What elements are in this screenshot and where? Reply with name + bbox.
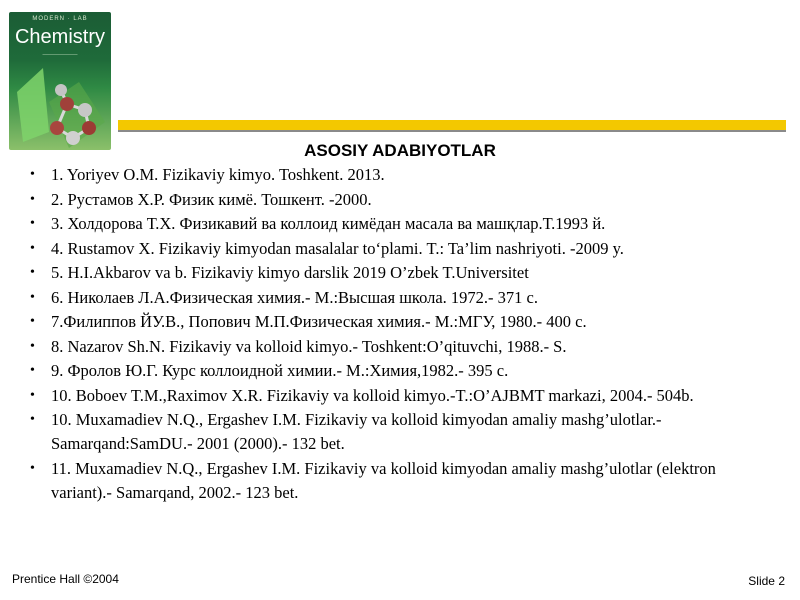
accent-bar (118, 120, 786, 130)
reference-item: • 10. Boboev T.M.,Raximov X.R. Fizikaviy va kolloid kimyo.-T.:O’AJBMT markazi, 2004.- 504b. (28, 384, 763, 408)
reference-item: • 7.Филиппов ЙУ.В., Попович М.П.Физическая химия.- М.:МГУ, 1980.- 400 с. (28, 310, 763, 334)
footer-copyright: Prentice Hall ©2004 (12, 572, 119, 586)
cover-subtitle: ——————— (42, 52, 78, 58)
book-cover-image (9, 12, 111, 150)
cover-title: Chemistry (14, 26, 105, 48)
reference-item: • 4. Rustamov X. Fizikaviy kimyodan masalalar to‘plami. T.: Ta’lim nashriyoti. -2009 y. (28, 237, 763, 261)
reference-item: • 2. Рустамов Х.Р. Физик кимё. Тошкент. -2000. (28, 188, 763, 212)
molecule-illustration (9, 62, 111, 150)
cover-top-text: MODERN · LAB (32, 16, 88, 22)
slide-number: Slide 2 (748, 574, 785, 588)
reference-item: • 11. Muxamadiev N.Q., Ergashev I.M. Fizikaviy va kolloid kimyodan amaliy mashg’ulotlar (elektron variant).- Samarqand, 2002.- 123 bet. (28, 457, 763, 505)
reference-list (28, 163, 763, 505)
reference-item: • 9. Фролов Ю.Г. Курс коллоидной химии.- М.:Химия,1982.- 395 с. (28, 359, 763, 383)
reference-item: • 1. Yoriyev O.M. Fizikaviy kimyo. Toshkent. 2013. (28, 163, 763, 187)
reference-item: • 5. H.I.Akbarov va b. Fizikaviy kimyo darslik 2019 O’zbek T.Universitet (28, 261, 763, 285)
reference-item: • 6. Николаев Л.А.Физическая химия.- М.:Высшая школа. 1972.- 371 с. (28, 286, 763, 310)
slide-title: ASOSIY ADABIYOTLAR (304, 141, 496, 160)
reference-item: • 8. Nazarov Sh.N. Fizikaviy va kolloid kimyo.- Toshkent:O’qituvchi, 1988.- S. (28, 335, 763, 359)
reference-item: • 3. Холдорова Т.Х. Физикавий ва коллоид кимёдан масала ва машқлар.Т.1993 й. (28, 212, 763, 236)
reference-item: • 10. Muxamadiev N.Q., Ergashev I.M. Fizikaviy va kolloid kimyodan amaliy mashg’ulotlar.- Samarqand:SamDU.- 2001 (2000).- 132 bet. (28, 408, 763, 456)
